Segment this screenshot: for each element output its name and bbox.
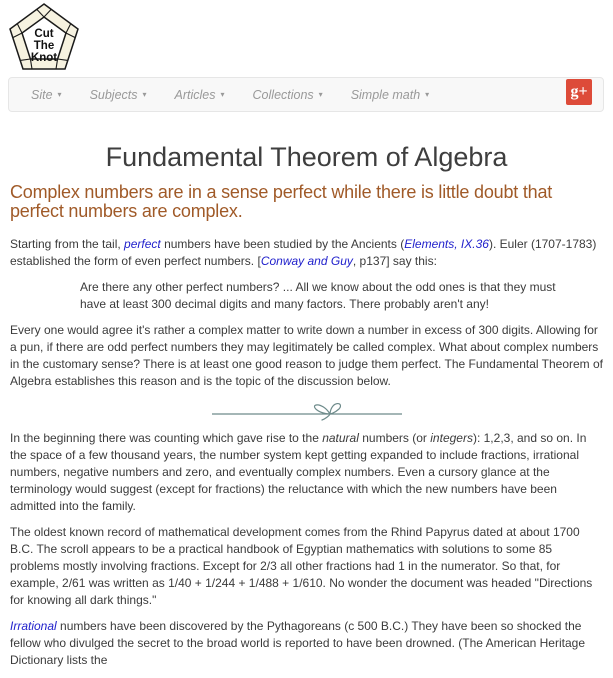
nav-item-label: Site xyxy=(31,87,53,102)
inline-link[interactable]: Elements, IX.36 xyxy=(404,237,489,251)
article-subtitle: Complex numbers are in a sense perfect while there is little doubt that perfect numbers are complex. xyxy=(10,182,553,221)
text-segment: integers xyxy=(430,431,473,445)
chevron-down-icon: ▾ xyxy=(425,89,430,99)
chevron-down-icon: ▾ xyxy=(142,89,147,99)
text-segment: ): 1,2,3, and so on. In the space of a few thousand years, the number system kept getting expanded to include fractions, irrational numbers, negative numbers and zero, and eventually complex numbers. Even a cursory glance at the terminology would suggest (except for fractions) the reluctance with which the new numbers have been admitted into the family. xyxy=(10,431,587,513)
nav-item-label: Subjects xyxy=(89,87,138,102)
chevron-down-icon: ▾ xyxy=(220,89,225,99)
knot-divider xyxy=(0,399,613,421)
google-plus-button[interactable]: g+ xyxy=(566,79,592,105)
text-segment: , p137] say this: xyxy=(352,254,437,268)
nav-item-simple-math[interactable] xyxy=(351,88,430,102)
text-segment: numbers (or xyxy=(358,431,431,445)
text-segment: numbers have been studied by the Ancients ( xyxy=(160,237,405,251)
paragraph-natural-numbers xyxy=(10,430,603,515)
text-segment: Starting from the tail, xyxy=(10,237,125,251)
logo-text-line: Cut xyxy=(34,28,54,40)
paragraph-complex-pun xyxy=(10,322,603,390)
logo-text-line: The xyxy=(33,40,55,52)
article xyxy=(0,112,613,678)
page-title: Fundamental Theorem of Algebra xyxy=(105,142,508,172)
pentagon-knot-icon xyxy=(4,2,84,76)
text-segment: ). Euler (1707-1783) established the form of even perfect numbers. [ xyxy=(10,237,597,268)
inline-link[interactable]: Conway and Guy xyxy=(260,254,353,268)
chevron-down-icon: ▾ xyxy=(318,89,323,99)
chevron-down-icon: ▾ xyxy=(57,89,62,99)
text-segment: natural xyxy=(322,431,359,445)
site-logo[interactable] xyxy=(4,2,84,76)
inline-link[interactable]: perfect xyxy=(124,237,161,251)
text-segment: Every one would agree it's rather a complex matter to write down a number in excess of 300 digits. Allowing for a pun, if there are odd perfect numbers they may legitimately be called complex. What about complex numbers in the customary sense? There is at least one good reason to judge them perfect. The Fundamental Theorem of Algebra establishes this reason and is the topic of the discussion below. xyxy=(10,323,604,388)
nav-item-label: Articles xyxy=(174,87,216,102)
paragraph-irrational xyxy=(10,618,603,669)
blockquote: Are there any other perfect numbers? ... All we know about the odd ones is that they must have at least 300 decimal digits and many factors. There probably aren't any! xyxy=(80,280,556,311)
text-segment: The oldest known record of mathematical development comes from the Rhind Papyrus dated at about 1700 B.C. The scroll appears to be a practical handbook of Egyptian mathematics with solutions to some 85 problems mostly involving fractions. Except for 2/3 all other fractions had 1 in the numerator. So that, for example, 2/61 was written as 1/40 + 1/244 + 1/488 + 1/610. No wonder the document was headed "Directions for knowing all dark things." xyxy=(10,525,593,607)
text-segment: numbers have been discovered by the Pythagoreans (c 500 B.C.) They have been so shocked the fellow who divulged the secret to the broad world is reported to have been drowned. (The American Heritage Dictionary lists the xyxy=(10,619,585,667)
nav-item-label: Collections xyxy=(252,87,314,102)
main-navbar xyxy=(8,77,604,112)
nav-item-label: Simple math xyxy=(350,87,421,102)
logo-text-line: Knot xyxy=(30,52,58,64)
paragraph-rhind-papyrus xyxy=(10,524,603,609)
text-segment: In the beginning there was counting which gave rise to the xyxy=(10,431,323,445)
nav-item-articles[interactable] xyxy=(175,88,225,102)
nav-item-collections[interactable] xyxy=(253,88,323,102)
nav-item-subjects[interactable] xyxy=(90,88,147,102)
nav-item-site[interactable] xyxy=(31,88,62,102)
paragraph-intro xyxy=(10,236,603,270)
inline-link[interactable]: Irrational xyxy=(10,619,57,633)
